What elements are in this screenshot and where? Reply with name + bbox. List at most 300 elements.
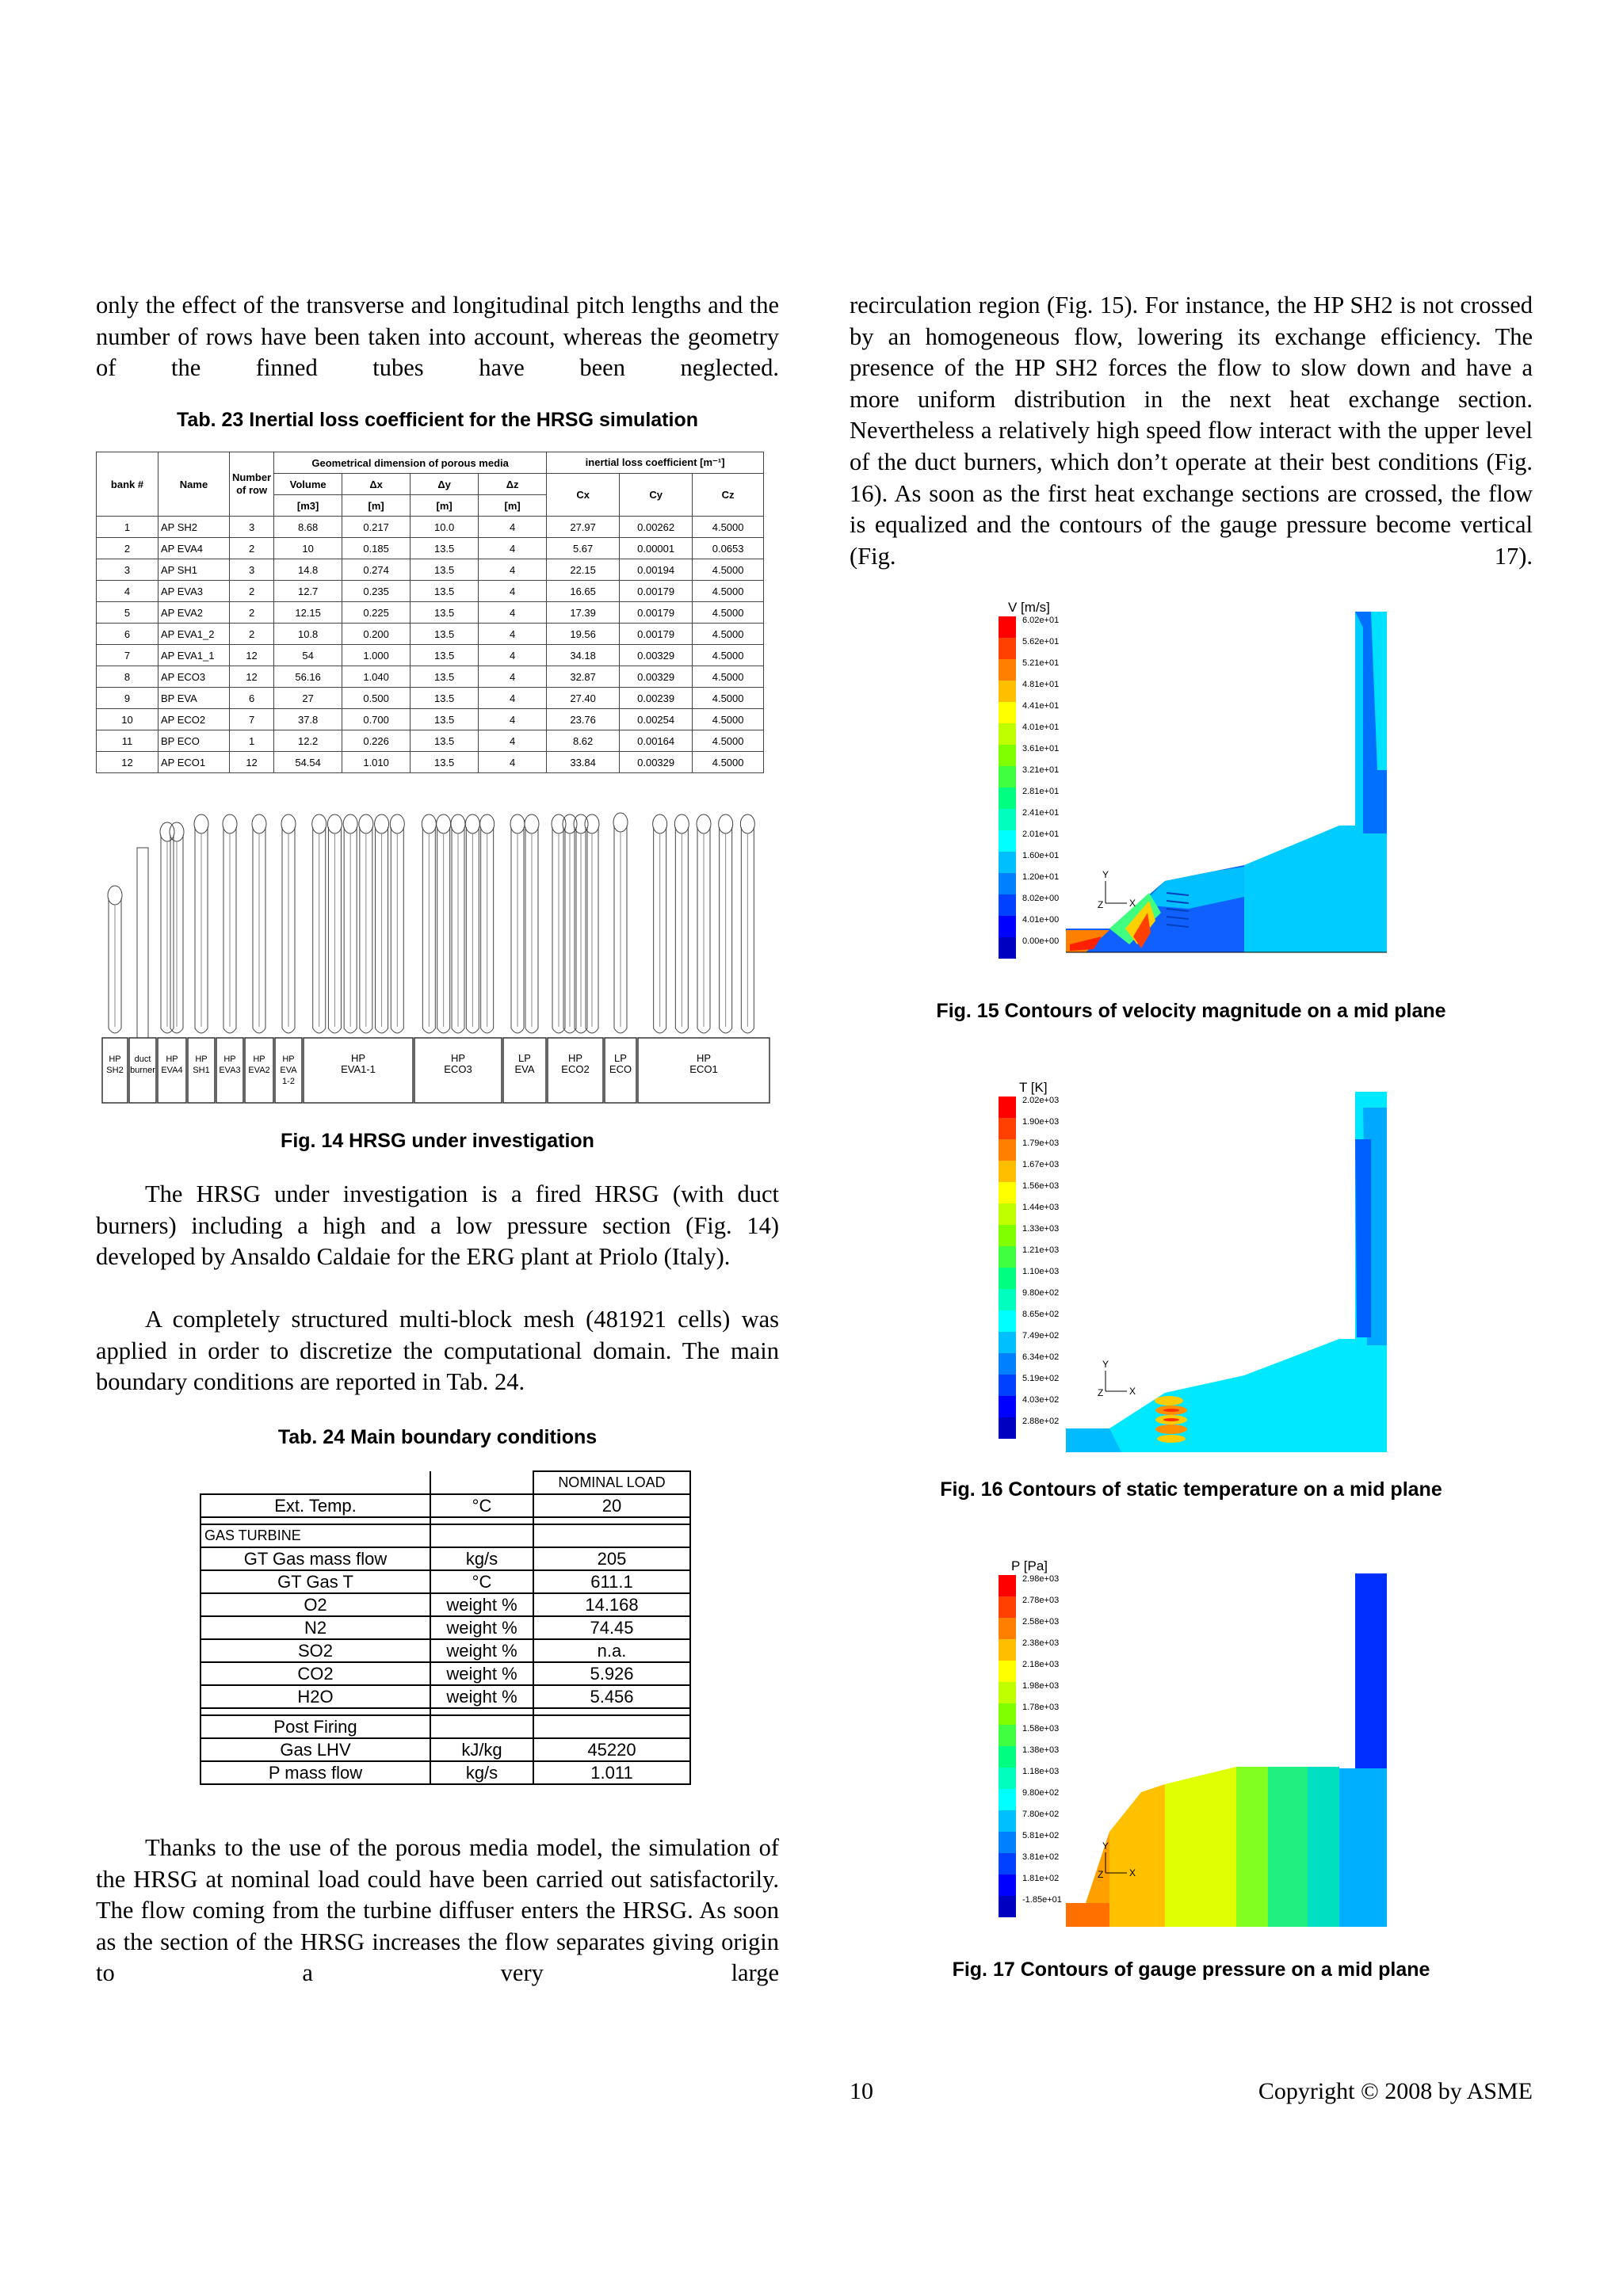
table-cell: 4.5000 bbox=[693, 517, 764, 538]
legend-swatch bbox=[999, 1768, 1016, 1789]
table-cell: 12.7 bbox=[274, 581, 342, 602]
pf-rows bbox=[200, 1738, 690, 1784]
legend-swatch bbox=[999, 1746, 1016, 1768]
legend-swatch bbox=[999, 1396, 1016, 1417]
fig15-axis-triad bbox=[1098, 869, 1136, 910]
table-row bbox=[200, 1616, 690, 1639]
table-cell: 611.1 bbox=[533, 1570, 690, 1593]
legend-swatch bbox=[999, 723, 1016, 745]
tab23-caption: Tab. 23 Inertial loss coefficient for the HRSG simulation bbox=[177, 409, 698, 431]
section-label: HP ECO1 bbox=[689, 1052, 718, 1075]
legend-level-label: 1.79e+03 bbox=[1022, 1138, 1060, 1148]
table-cell: 4.5000 bbox=[693, 624, 764, 645]
table-cell: 4 bbox=[479, 645, 547, 666]
legend-level-label: 1.18e+03 bbox=[1022, 1767, 1060, 1776]
table-cell: 5.926 bbox=[533, 1662, 690, 1685]
table-cell: 4.5000 bbox=[693, 666, 764, 688]
section-label: HP EVA3 bbox=[219, 1055, 241, 1075]
table-cell: 9 bbox=[97, 688, 158, 709]
table-cell: 54 bbox=[274, 645, 342, 666]
table-cell: weight % bbox=[430, 1593, 533, 1616]
table-cell: kg/s bbox=[430, 1547, 533, 1570]
table-cell: 4.5000 bbox=[693, 581, 764, 602]
legend-level-label: 5.19e+02 bbox=[1022, 1374, 1060, 1383]
para-hrsg: The HRSG under investigation is a fired HRSG (with duct burners) including a high and a low pressure section (Fig. 14) developed by Ansaldo Caldaie for the ERG plant at Priolo (Italy). bbox=[96, 1180, 779, 1271]
axis-z-label: Z bbox=[1098, 1387, 1104, 1398]
table-cell: 13.5 bbox=[411, 538, 479, 559]
fig16-legend bbox=[999, 1096, 1059, 1439]
tube-bundle bbox=[740, 814, 754, 1033]
legend-swatch bbox=[999, 788, 1016, 809]
table-cell: 0.235 bbox=[342, 581, 411, 602]
table-cell: 0.00329 bbox=[620, 666, 693, 688]
table-cell: 12 bbox=[230, 752, 274, 773]
legend-level-label: 8.65e+02 bbox=[1022, 1310, 1060, 1319]
legend-swatch bbox=[999, 1703, 1016, 1725]
table-cell: 13.5 bbox=[411, 666, 479, 688]
table-cell: weight % bbox=[430, 1662, 533, 1685]
table-cell: 13.5 bbox=[411, 559, 479, 581]
table-cell: 0.00329 bbox=[620, 752, 693, 773]
tube-bundle bbox=[437, 814, 451, 1033]
table-cell: 2 bbox=[230, 538, 274, 559]
axis-y-label: Y bbox=[1102, 869, 1109, 880]
table-cell: 0.00179 bbox=[620, 624, 693, 645]
table-cell: 11 bbox=[97, 730, 158, 752]
tube-bundle bbox=[510, 814, 525, 1033]
table-cell: 0.00254 bbox=[620, 709, 693, 730]
col-cx: Cx bbox=[547, 474, 620, 517]
section-label: HP SH2 bbox=[106, 1055, 124, 1075]
gas-turbine-header: GAS TURBINE bbox=[200, 1524, 430, 1547]
legend-level-label: 2.01e+01 bbox=[1022, 830, 1060, 839]
table-cell: 4.5000 bbox=[693, 688, 764, 709]
hrsg-diagram bbox=[96, 800, 779, 1109]
legend-level-label: -1.85e+01 bbox=[1022, 1895, 1062, 1905]
tube-bundle bbox=[194, 814, 208, 1033]
legend-swatch bbox=[999, 1618, 1016, 1639]
section-label: HP EVA2 bbox=[248, 1055, 270, 1075]
table-cell: 5.456 bbox=[533, 1685, 690, 1708]
table-cell: °C bbox=[430, 1570, 533, 1593]
legend-swatch bbox=[999, 1417, 1016, 1439]
legend-swatch bbox=[999, 1810, 1016, 1832]
table-cell: 12 bbox=[230, 645, 274, 666]
table-cell: AP EVA4 bbox=[158, 538, 230, 559]
legend-swatch bbox=[999, 1203, 1016, 1225]
table-cell: 7 bbox=[97, 645, 158, 666]
table-cell: 1.010 bbox=[342, 752, 411, 773]
tube-bundle bbox=[674, 814, 689, 1033]
table-row bbox=[200, 1639, 690, 1662]
ext-temp-label: Ext. Temp. bbox=[200, 1494, 430, 1517]
legend-swatch bbox=[999, 702, 1016, 723]
legend-swatch bbox=[999, 1118, 1016, 1139]
table-cell: 13.5 bbox=[411, 688, 479, 709]
legend-level-label: 1.10e+03 bbox=[1022, 1267, 1060, 1276]
legend-level-label: 5.81e+02 bbox=[1022, 1831, 1060, 1840]
fig17-pressure-plot bbox=[991, 1554, 1434, 1943]
fig16-domain bbox=[1066, 1092, 1387, 1452]
table-cell: 4 bbox=[479, 709, 547, 730]
table-cell: 1 bbox=[97, 517, 158, 538]
unit-dz: [m] bbox=[479, 495, 547, 517]
table-cell: 10 bbox=[97, 709, 158, 730]
table-cell: 1.000 bbox=[342, 645, 411, 666]
table-cell: 5.67 bbox=[547, 538, 620, 559]
legend-swatch bbox=[999, 1310, 1016, 1332]
tube-bundle bbox=[359, 814, 373, 1033]
table-cell: 0.200 bbox=[342, 624, 411, 645]
table-cell: 33.84 bbox=[547, 752, 620, 773]
table-row bbox=[97, 645, 764, 666]
table-cell: 0.225 bbox=[342, 602, 411, 624]
table-cell: 6 bbox=[230, 688, 274, 709]
page-number: 10 bbox=[850, 2078, 873, 2104]
axis-x-label: X bbox=[1129, 1867, 1136, 1878]
inertial-loss-table bbox=[96, 452, 764, 773]
ext-temp-unit: °C bbox=[430, 1494, 533, 1517]
table-cell: 13.5 bbox=[411, 730, 479, 752]
table-row bbox=[97, 538, 764, 559]
table-cell: 0.00001 bbox=[620, 538, 693, 559]
legend-swatch bbox=[999, 1832, 1016, 1853]
table-cell: 34.18 bbox=[547, 645, 620, 666]
legend-level-label: 4.01e+00 bbox=[1022, 915, 1060, 925]
table-cell: kg/s bbox=[430, 1761, 533, 1784]
legend-swatch bbox=[999, 1875, 1016, 1896]
legend-swatch bbox=[999, 1575, 1016, 1596]
gt-rows bbox=[200, 1547, 690, 1708]
para-mesh: A completely structured multi-block mesh (481921 cells) was applied in order to discretize the computational domain. The main boundary conditions are reported in Tab. 24. bbox=[96, 1306, 779, 1396]
table-cell: 4.5000 bbox=[693, 602, 764, 624]
table-row bbox=[97, 730, 764, 752]
legend-swatch bbox=[999, 1332, 1016, 1353]
table-cell: 4.5000 bbox=[693, 752, 764, 773]
legend-swatch bbox=[999, 894, 1016, 916]
legend-swatch bbox=[999, 1725, 1016, 1746]
table-cell: 8.68 bbox=[274, 517, 342, 538]
tube-bundle bbox=[422, 814, 436, 1033]
fig16-temperature-plot bbox=[991, 1076, 1434, 1464]
table-cell: 12 bbox=[97, 752, 158, 773]
table-cell: 12 bbox=[230, 666, 274, 688]
legend-level-label: 1.56e+03 bbox=[1022, 1181, 1060, 1191]
tube-bundle bbox=[170, 822, 184, 1033]
tube-bundle bbox=[653, 814, 667, 1033]
table-cell: 0.274 bbox=[342, 559, 411, 581]
legend-level-label: 6.34e+02 bbox=[1022, 1352, 1060, 1362]
table-cell: 10.8 bbox=[274, 624, 342, 645]
section-label: HP ECO2 bbox=[561, 1052, 590, 1075]
table-row bbox=[97, 752, 764, 773]
table-row bbox=[97, 602, 764, 624]
legend-swatch bbox=[999, 1682, 1016, 1703]
section-label: HP SH1 bbox=[193, 1055, 210, 1075]
table-cell: 13.5 bbox=[411, 709, 479, 730]
col-volume: Volume bbox=[274, 474, 342, 495]
legend-level-label: 0.00e+00 bbox=[1022, 936, 1060, 946]
legend-level-label: 7.80e+02 bbox=[1022, 1810, 1060, 1819]
legend-level-label: 2.41e+01 bbox=[1022, 808, 1060, 818]
table-cell: 13.5 bbox=[411, 581, 479, 602]
table-cell: GT Gas T bbox=[200, 1570, 430, 1593]
legend-swatch bbox=[999, 809, 1016, 830]
legend-swatch bbox=[999, 1246, 1016, 1268]
table-cell: 4 bbox=[479, 730, 547, 752]
tube-bundle bbox=[108, 886, 122, 1033]
fig17-legend bbox=[999, 1574, 1062, 1917]
table-cell: 56.16 bbox=[274, 666, 342, 688]
table-cell: 2 bbox=[230, 624, 274, 645]
table-row bbox=[200, 1761, 690, 1784]
table-cell: 0.00179 bbox=[620, 581, 693, 602]
axis-x-label: X bbox=[1129, 898, 1136, 909]
section-label: HP EVA1-1 bbox=[341, 1052, 376, 1075]
legend-level-label: 9.80e+02 bbox=[1022, 1788, 1060, 1798]
ext-temp-value: 20 bbox=[533, 1494, 690, 1517]
legend-swatch bbox=[999, 937, 1016, 959]
legend-swatch bbox=[999, 1789, 1016, 1810]
table-cell: BP ECO bbox=[158, 730, 230, 752]
col-name: Name bbox=[158, 452, 230, 517]
tab23-body bbox=[97, 517, 764, 773]
legend-level-label: 2.18e+03 bbox=[1022, 1660, 1060, 1669]
table-cell: GT Gas mass flow bbox=[200, 1547, 430, 1570]
table-cell: 2 bbox=[230, 581, 274, 602]
legend-level-label: 2.81e+01 bbox=[1022, 787, 1060, 796]
table-cell: BP EVA bbox=[158, 688, 230, 709]
table-cell: AP SH2 bbox=[158, 517, 230, 538]
fig16-axis-triad bbox=[1098, 1359, 1136, 1398]
legend-swatch bbox=[999, 1139, 1016, 1161]
tube-bundle bbox=[327, 814, 342, 1033]
table-cell: 14.8 bbox=[274, 559, 342, 581]
fig16-caption: Fig. 16 Contours of static temperature on a mid plane bbox=[940, 1478, 1442, 1501]
table-cell: 74.45 bbox=[533, 1616, 690, 1639]
col-dz: Δz bbox=[479, 474, 547, 495]
col-rows: Number of row bbox=[230, 452, 274, 517]
para-thanks: Thanks to the use of the porous media model, the simulation of the HRSG at nominal load could have been carried out satisfactorily. The flow coming from the turbine diffuser enters the HRSG. As soon as the section of the HRSG increases the flow separates giving origin to a very large bbox=[96, 1834, 779, 1987]
legend-level-label: 8.02e+00 bbox=[1022, 894, 1060, 903]
table-cell: CO2 bbox=[200, 1662, 430, 1685]
fig15-caption: Fig. 15 Contours of velocity magnitude on a mid plane bbox=[936, 1000, 1446, 1022]
table-cell: AP EVA2 bbox=[158, 602, 230, 624]
table-row bbox=[200, 1662, 690, 1685]
table-cell: AP SH1 bbox=[158, 559, 230, 581]
legend-level-label: 1.78e+03 bbox=[1022, 1703, 1060, 1712]
legend-level-label: 4.81e+01 bbox=[1022, 680, 1060, 689]
table-cell: 0.217 bbox=[342, 517, 411, 538]
table-cell: 23.76 bbox=[547, 709, 620, 730]
tube-bundle bbox=[375, 814, 389, 1033]
table-cell: 2 bbox=[230, 602, 274, 624]
legend-level-label: 4.03e+02 bbox=[1022, 1395, 1060, 1405]
table-row bbox=[97, 709, 764, 730]
section-label: HP ECO3 bbox=[444, 1052, 472, 1075]
legend-swatch bbox=[999, 852, 1016, 873]
table-cell: 27.97 bbox=[547, 517, 620, 538]
table-cell: 12.2 bbox=[274, 730, 342, 752]
tube-bundle bbox=[390, 814, 404, 1033]
table-cell: 14.168 bbox=[533, 1593, 690, 1616]
post-firing-header: Post Firing bbox=[200, 1715, 430, 1738]
legend-swatch bbox=[999, 1853, 1016, 1875]
tube-bundles bbox=[108, 813, 754, 1038]
table-cell: n.a. bbox=[533, 1639, 690, 1662]
legend-swatch bbox=[999, 1596, 1016, 1618]
legend-level-label: 1.67e+03 bbox=[1022, 1160, 1060, 1169]
table-cell: AP ECO3 bbox=[158, 666, 230, 688]
legend-swatch bbox=[999, 830, 1016, 852]
table-cell: 2 bbox=[97, 538, 158, 559]
table-cell: 4.5000 bbox=[693, 559, 764, 581]
legend-swatch bbox=[999, 1375, 1016, 1396]
para-recirc: recirculation region (Fig. 15). For instance, the HP SH2 is not crossed by an homogeneous flow, lowering its exchange efficiency. The presence of the HP SH2 forces the flow to slow down and have a more uniform distribution in the next heat exchange section. Nevertheless a relatively high speed flow interact with the upper level of the duct burners, which don’t operate at their best conditions (Fig. 16). As soon as the first heat exchange sections are crossed, the flow is equalized and the contours of the gauge pressure become vertical (Fig. 17). bbox=[850, 292, 1533, 570]
table-cell: 0.700 bbox=[342, 709, 411, 730]
tab24-caption: Tab. 24 Main boundary conditions bbox=[277, 1426, 598, 1448]
legend-level-label: 1.81e+02 bbox=[1022, 1874, 1060, 1883]
axis-y-label: Y bbox=[1102, 1359, 1109, 1370]
legend-level-label: 1.20e+01 bbox=[1022, 872, 1060, 882]
table-cell: weight % bbox=[430, 1616, 533, 1639]
table-cell: 0.00194 bbox=[620, 559, 693, 581]
table-cell: 205 bbox=[533, 1547, 690, 1570]
nominal-load-header: NOMINAL LOAD bbox=[533, 1471, 690, 1494]
fig15-var-label: V [m/s] bbox=[1008, 600, 1050, 615]
table-cell: 4.5000 bbox=[693, 709, 764, 730]
tube-bundle bbox=[480, 814, 495, 1033]
legend-swatch bbox=[999, 638, 1016, 659]
table-cell: 4 bbox=[479, 688, 547, 709]
table-cell: 17.39 bbox=[547, 602, 620, 624]
table-cell: 4.5000 bbox=[693, 645, 764, 666]
table-row bbox=[97, 517, 764, 538]
table-cell: AP EVA1_2 bbox=[158, 624, 230, 645]
table-cell: O2 bbox=[200, 1593, 430, 1616]
table-cell: weight % bbox=[430, 1685, 533, 1708]
legend-level-label: 6.02e+01 bbox=[1022, 616, 1060, 625]
table-cell: 5 bbox=[97, 602, 158, 624]
table-cell: 0.00262 bbox=[620, 517, 693, 538]
table-row bbox=[97, 624, 764, 645]
col-dx: Δx bbox=[342, 474, 411, 495]
legend-level-label: 4.41e+01 bbox=[1022, 701, 1060, 711]
table-cell: 0.00179 bbox=[620, 602, 693, 624]
table-row bbox=[97, 666, 764, 688]
tube-bundle bbox=[223, 814, 237, 1033]
legend-swatch bbox=[999, 873, 1016, 894]
col-cz: Cz bbox=[693, 474, 764, 517]
fig15-domain bbox=[1066, 612, 1387, 952]
fig17-caption: Fig. 17 Contours of gauge pressure on a mid plane bbox=[952, 1958, 1430, 1981]
table-cell: 0.00239 bbox=[620, 688, 693, 709]
legend-swatch bbox=[999, 1268, 1016, 1289]
legend-swatch bbox=[999, 1161, 1016, 1182]
col-cy: Cy bbox=[620, 474, 693, 517]
fig16-var-label: T [K] bbox=[1019, 1080, 1048, 1095]
table-cell: 0.00329 bbox=[620, 645, 693, 666]
section-label: HP EVA 1-2 bbox=[280, 1055, 297, 1086]
table-cell: Gas LHV bbox=[200, 1738, 430, 1761]
table-cell: 4 bbox=[97, 581, 158, 602]
legend-swatch bbox=[999, 745, 1016, 766]
table-row bbox=[200, 1570, 690, 1593]
tube-bundle bbox=[281, 814, 296, 1033]
group-geom: Geometrical dimension of porous media bbox=[274, 452, 547, 474]
table-cell: 1 bbox=[230, 730, 274, 752]
axis-z-label: Z bbox=[1098, 1869, 1104, 1880]
table-cell: 4 bbox=[479, 581, 547, 602]
table-cell: 13.5 bbox=[411, 752, 479, 773]
axis-y-label: Y bbox=[1102, 1840, 1109, 1852]
legend-swatch bbox=[999, 616, 1016, 638]
section-label: duct burner bbox=[130, 1055, 155, 1075]
legend-swatch bbox=[999, 1182, 1016, 1203]
section-label: LP ECO bbox=[609, 1052, 632, 1075]
table-row bbox=[200, 1738, 690, 1761]
legend-level-label: 2.98e+03 bbox=[1022, 1574, 1060, 1584]
table-cell: P mass flow bbox=[200, 1761, 430, 1784]
axis-x-label: X bbox=[1129, 1386, 1136, 1397]
table-cell: 4 bbox=[479, 517, 547, 538]
table-cell: 19.56 bbox=[547, 624, 620, 645]
table-cell: weight % bbox=[430, 1639, 533, 1662]
legend-level-label: 3.81e+02 bbox=[1022, 1852, 1060, 1862]
table-cell: 12.15 bbox=[274, 602, 342, 624]
legend-level-label: 1.33e+03 bbox=[1022, 1224, 1060, 1234]
table-cell: 27 bbox=[274, 688, 342, 709]
legend-level-label: 9.80e+02 bbox=[1022, 1288, 1060, 1298]
tube-bundle bbox=[465, 814, 479, 1033]
section-label: HP EVA4 bbox=[161, 1055, 183, 1075]
table-cell: 32.87 bbox=[547, 666, 620, 688]
tube-bundle bbox=[719, 814, 733, 1033]
table-cell: 10 bbox=[274, 538, 342, 559]
unit-dx: [m] bbox=[342, 495, 411, 517]
table-cell: 0.185 bbox=[342, 538, 411, 559]
boundary-conditions-table bbox=[200, 1470, 691, 1785]
table-cell: kJ/kg bbox=[430, 1738, 533, 1761]
copyright: Copyright © 2008 by ASME bbox=[1258, 2078, 1533, 2104]
tube-bundle bbox=[252, 814, 266, 1033]
table-cell: 1.040 bbox=[342, 666, 411, 688]
legend-level-label: 7.49e+02 bbox=[1022, 1331, 1060, 1341]
legend-level-label: 1.58e+03 bbox=[1022, 1724, 1060, 1733]
tube-bundle bbox=[312, 814, 327, 1033]
legend-swatch bbox=[999, 1225, 1016, 1246]
legend-level-label: 5.62e+01 bbox=[1022, 637, 1060, 646]
tube-bundle bbox=[613, 813, 628, 1033]
table-cell: 1.011 bbox=[533, 1761, 690, 1784]
fig17-domain bbox=[1066, 1573, 1387, 1927]
col-bank: bank # bbox=[97, 452, 158, 517]
legend-level-label: 1.44e+03 bbox=[1022, 1203, 1060, 1212]
tab23-container bbox=[96, 452, 764, 773]
table-cell: 16.65 bbox=[547, 581, 620, 602]
legend-level-label: 2.58e+03 bbox=[1022, 1617, 1060, 1627]
tab24-container bbox=[200, 1470, 691, 1785]
table-cell: 22.15 bbox=[547, 559, 620, 581]
legend-level-label: 2.78e+03 bbox=[1022, 1596, 1060, 1605]
legend-level-label: 2.38e+03 bbox=[1022, 1638, 1060, 1648]
legend-swatch bbox=[999, 1289, 1016, 1310]
table-cell: 4 bbox=[479, 624, 547, 645]
legend-level-label: 2.02e+03 bbox=[1022, 1096, 1060, 1105]
legend-level-label: 1.90e+03 bbox=[1022, 1117, 1060, 1127]
table-cell: 54.54 bbox=[274, 752, 342, 773]
table-cell: 4 bbox=[479, 752, 547, 773]
